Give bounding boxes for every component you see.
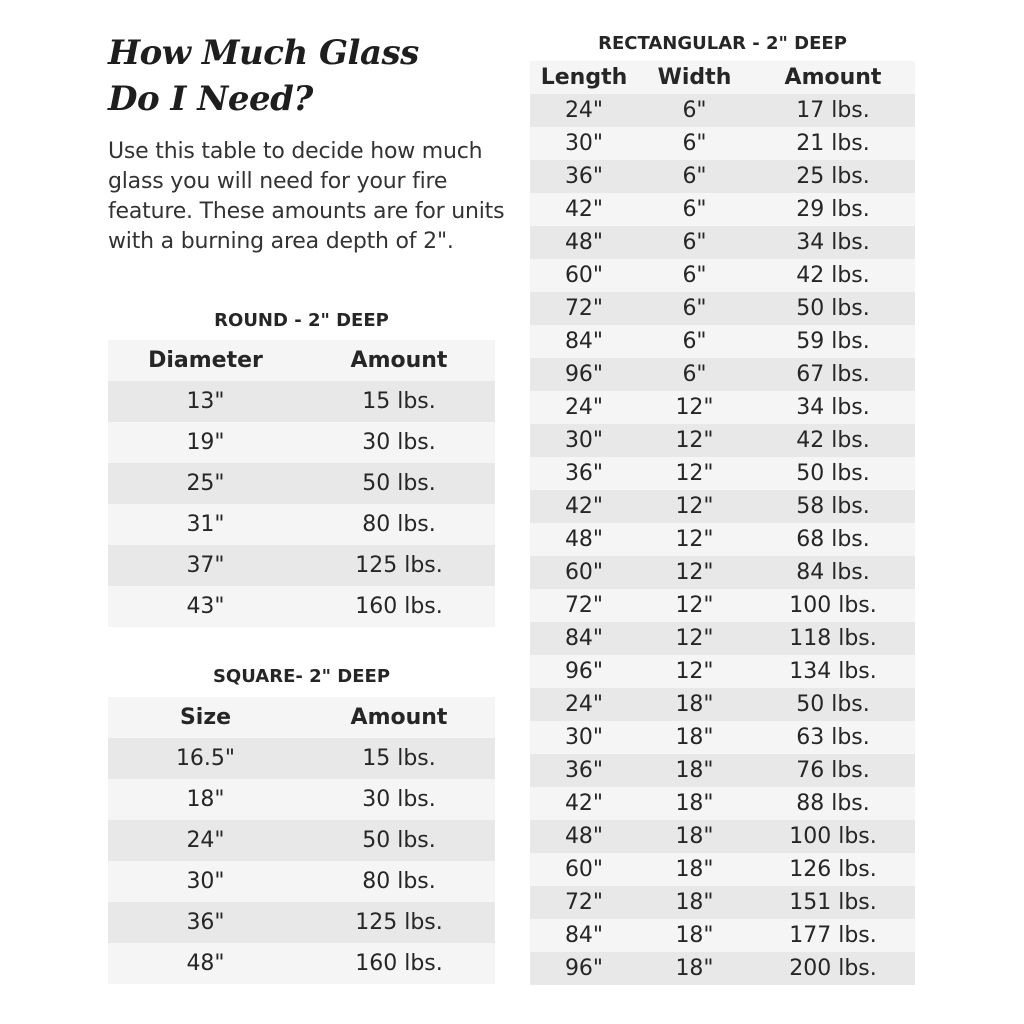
- amount-cell: 80 lbs.: [362, 869, 436, 894]
- length-cell: 24": [564, 692, 604, 717]
- length-cell: 96": [564, 659, 604, 684]
- amount-cell: 125 lbs.: [355, 553, 443, 578]
- length-cell: 24": [564, 395, 604, 420]
- amount-cell: 59 lbs.: [796, 329, 870, 354]
- length-cell: 84": [564, 626, 604, 651]
- table-row: [530, 94, 915, 127]
- width-cell: 18": [675, 824, 714, 849]
- width-cell: 12": [675, 626, 714, 651]
- table-row: [108, 943, 495, 984]
- amount-cell: 84 lbs.: [796, 560, 870, 585]
- width-cell: 18": [675, 923, 714, 948]
- table-row: [530, 754, 915, 787]
- length-cell: 24": [564, 98, 604, 123]
- title-line-1: How Much Glass: [108, 33, 419, 73]
- column-header-width: Width: [657, 65, 732, 90]
- amount-cell: 50 lbs.: [796, 296, 870, 321]
- table-row: [108, 779, 495, 820]
- table-row: [530, 919, 915, 952]
- round-table-body: [108, 381, 495, 627]
- diameter-cell: 31": [186, 512, 225, 537]
- table-row: [530, 589, 915, 622]
- width-cell: 6": [682, 362, 707, 387]
- table-row: [530, 259, 915, 292]
- diameter-cell: 43": [186, 594, 225, 619]
- round-table-header-row: [108, 340, 495, 381]
- length-cell: 48": [564, 230, 604, 255]
- amount-cell: 125 lbs.: [355, 910, 443, 935]
- length-cell: 42": [564, 197, 604, 222]
- amount-cell: 126 lbs.: [789, 857, 877, 882]
- width-cell: 18": [675, 956, 714, 981]
- square-table-header-row: [108, 697, 495, 738]
- table-row: [530, 556, 915, 589]
- table-row: [108, 504, 495, 545]
- column-header-length: Length: [540, 65, 628, 90]
- amount-cell: 80 lbs.: [362, 512, 436, 537]
- width-cell: 12": [675, 461, 714, 486]
- width-cell: 18": [675, 692, 714, 717]
- size-cell: 24": [186, 828, 225, 853]
- amount-cell: 76 lbs.: [796, 758, 870, 783]
- table-row: [530, 325, 915, 358]
- width-cell: 12": [675, 527, 714, 552]
- amount-cell: 34 lbs.: [796, 395, 870, 420]
- width-cell: 18": [675, 890, 714, 915]
- table-row: [530, 391, 915, 424]
- column-header-diameter: Diameter: [148, 348, 263, 373]
- table-row: [530, 853, 915, 886]
- diameter-cell: 37": [186, 553, 225, 578]
- width-cell: 18": [675, 758, 714, 783]
- table-row: [530, 127, 915, 160]
- amount-cell: 134 lbs.: [789, 659, 877, 684]
- amount-cell: 21 lbs.: [796, 131, 870, 156]
- amount-cell: 15 lbs.: [362, 746, 436, 771]
- column-header-amount: Amount: [350, 705, 448, 730]
- width-cell: 6": [682, 164, 707, 189]
- diameter-cell: 25": [186, 471, 225, 496]
- amount-cell: 160 lbs.: [355, 951, 443, 976]
- size-cell: 36": [186, 910, 225, 935]
- width-cell: 6": [682, 197, 707, 222]
- amount-cell: 151 lbs.: [789, 890, 877, 915]
- width-cell: 12": [675, 560, 714, 585]
- page-title: [108, 30, 508, 122]
- table-row: [108, 820, 495, 861]
- width-cell: 12": [675, 395, 714, 420]
- length-cell: 60": [564, 857, 604, 882]
- width-cell: 18": [675, 725, 714, 750]
- amount-cell: 50 lbs.: [796, 461, 870, 486]
- rectangular-table-caption: RECTANGULAR - 2" DEEP: [598, 33, 847, 54]
- width-cell: 6": [682, 98, 707, 123]
- width-cell: 12": [675, 494, 714, 519]
- width-cell: 6": [682, 263, 707, 288]
- width-cell: 12": [675, 659, 714, 684]
- length-cell: 84": [564, 923, 604, 948]
- size-cell: 30": [186, 869, 225, 894]
- table-row: [530, 688, 915, 721]
- column-header-size: Size: [179, 705, 232, 730]
- amount-cell: 30 lbs.: [362, 430, 436, 455]
- table-row: [108, 463, 495, 504]
- width-cell: 18": [675, 857, 714, 882]
- diameter-cell: 13": [186, 389, 225, 414]
- length-cell: 84": [564, 329, 604, 354]
- amount-cell: 29 lbs.: [796, 197, 870, 222]
- amount-cell: 30 lbs.: [362, 787, 436, 812]
- table-row: [530, 292, 915, 325]
- table-row: [108, 861, 495, 902]
- table-row: [530, 655, 915, 688]
- width-cell: 6": [682, 131, 707, 156]
- length-cell: 72": [564, 593, 604, 618]
- length-cell: 42": [564, 494, 604, 519]
- amount-cell: 63 lbs.: [796, 725, 870, 750]
- table-row: [530, 358, 915, 391]
- length-cell: 36": [564, 758, 604, 783]
- rectangular-table: [530, 61, 915, 985]
- length-cell: 30": [564, 725, 604, 750]
- amount-cell: 100 lbs.: [789, 593, 877, 618]
- size-cell: 18": [186, 787, 225, 812]
- amount-cell: 42 lbs.: [796, 428, 870, 453]
- table-row: [530, 424, 915, 457]
- size-cell: 16.5": [175, 746, 236, 771]
- round-table: [108, 340, 495, 627]
- amount-cell: 50 lbs.: [796, 692, 870, 717]
- amount-cell: 58 lbs.: [796, 494, 870, 519]
- square-table-body: [108, 738, 495, 984]
- length-cell: 72": [564, 890, 604, 915]
- length-cell: 60": [564, 263, 604, 288]
- square-table-caption: SQUARE- 2" DEEP: [212, 666, 391, 687]
- amount-cell: 34 lbs.: [796, 230, 870, 255]
- table-row: [530, 952, 915, 985]
- table-row: [530, 193, 915, 226]
- length-cell: 60": [564, 560, 604, 585]
- table-row: [530, 490, 915, 523]
- length-cell: 42": [564, 791, 604, 816]
- length-cell: 72": [564, 296, 604, 321]
- table-row: [108, 381, 495, 422]
- length-cell: 96": [564, 956, 604, 981]
- length-cell: 96": [564, 362, 604, 387]
- size-cell: 48": [186, 951, 225, 976]
- length-cell: 30": [564, 428, 604, 453]
- table-row: [108, 422, 495, 463]
- table-row: [108, 545, 495, 586]
- rectangular-table-body: [530, 94, 915, 985]
- amount-cell: 67 lbs.: [796, 362, 870, 387]
- table-row: [530, 622, 915, 655]
- amount-cell: 17 lbs.: [796, 98, 870, 123]
- table-row: [108, 738, 495, 779]
- table-row: [530, 787, 915, 820]
- amount-cell: 15 lbs.: [362, 389, 436, 414]
- width-cell: 18": [675, 791, 714, 816]
- amount-cell: 25 lbs.: [796, 164, 870, 189]
- column-header-amount: Amount: [350, 348, 448, 373]
- amount-cell: 42 lbs.: [796, 263, 870, 288]
- width-cell: 12": [675, 593, 714, 618]
- amount-cell: 160 lbs.: [355, 594, 443, 619]
- width-cell: 12": [675, 428, 714, 453]
- table-row: [108, 902, 495, 943]
- table-row: [108, 586, 495, 627]
- table-row: [530, 226, 915, 259]
- table-row: [530, 160, 915, 193]
- table-row: [530, 457, 915, 490]
- width-cell: 6": [682, 296, 707, 321]
- rectangular-table-header-row: [530, 61, 915, 94]
- round-table-caption: ROUND - 2" DEEP: [214, 310, 389, 331]
- table-row: [530, 886, 915, 919]
- amount-cell: 100 lbs.: [789, 824, 877, 849]
- length-cell: 36": [564, 461, 604, 486]
- table-row: [530, 523, 915, 556]
- length-cell: 48": [564, 527, 604, 552]
- intro-text: Use this table to decide how much glass you will need for your fire feature. These amounts are for units with a burning area depth of 2".: [108, 139, 505, 254]
- length-cell: 36": [564, 164, 604, 189]
- amount-cell: 68 lbs.: [796, 527, 870, 552]
- table-row: [530, 721, 915, 754]
- amount-cell: 50 lbs.: [362, 828, 436, 853]
- title-line-2: Do I Need?: [108, 79, 313, 119]
- diameter-cell: 19": [186, 430, 225, 455]
- width-cell: 6": [682, 329, 707, 354]
- table-row: [530, 820, 915, 853]
- square-table: [108, 697, 495, 984]
- amount-cell: 177 lbs.: [789, 923, 877, 948]
- amount-cell: 88 lbs.: [796, 791, 870, 816]
- amount-cell: 50 lbs.: [362, 471, 436, 496]
- length-cell: 30": [564, 131, 604, 156]
- amount-cell: 200 lbs.: [789, 956, 877, 981]
- length-cell: 48": [564, 824, 604, 849]
- column-header-amount: Amount: [784, 65, 882, 90]
- amount-cell: 118 lbs.: [789, 626, 877, 651]
- width-cell: 6": [682, 230, 707, 255]
